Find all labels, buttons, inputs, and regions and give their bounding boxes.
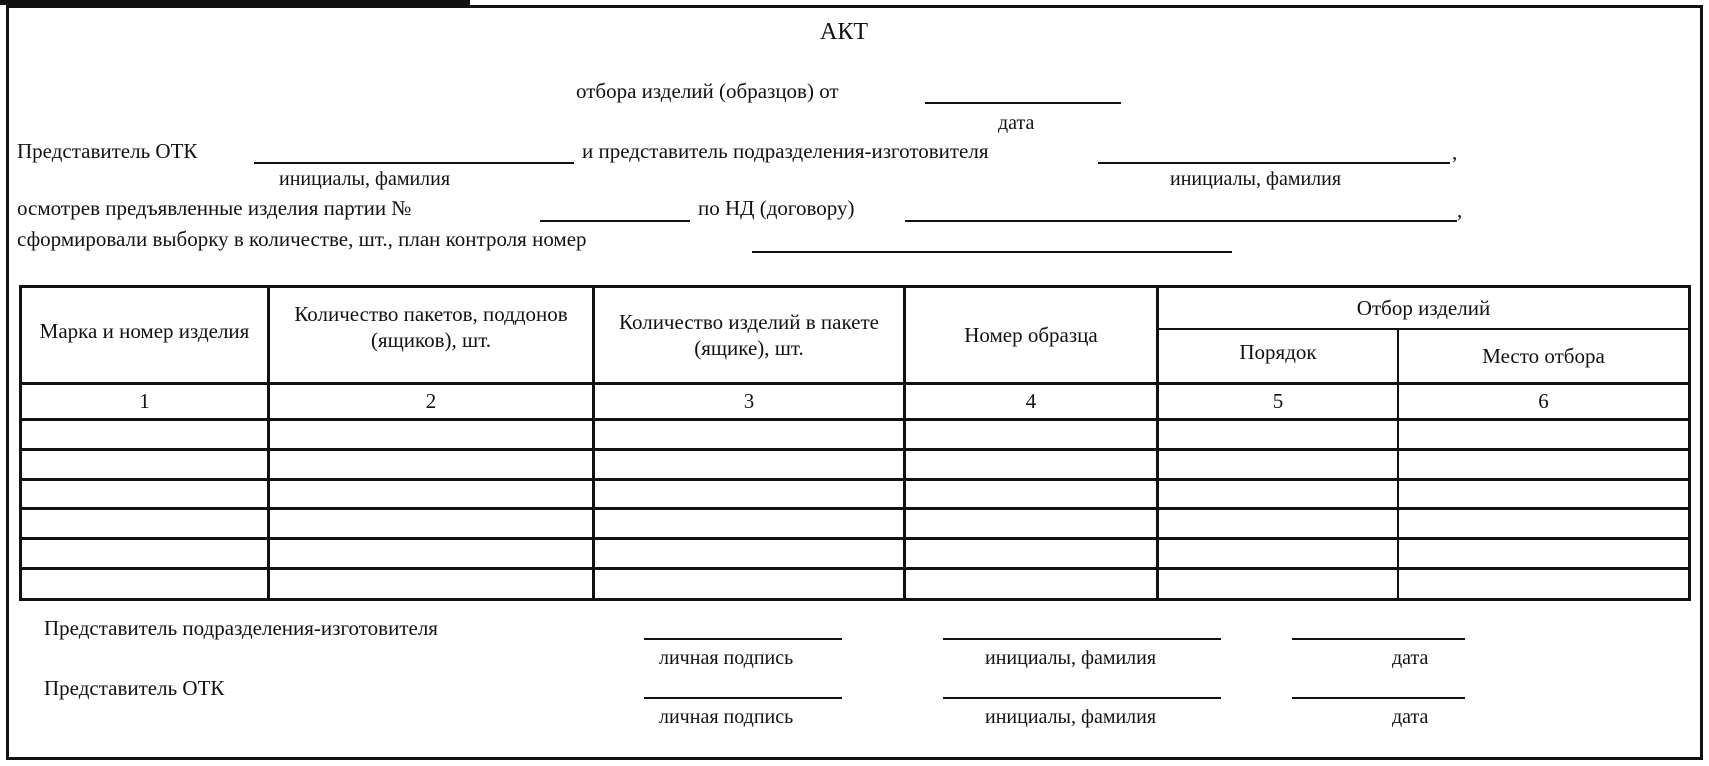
batch-number-field[interactable]	[540, 220, 690, 222]
nd-contract-field[interactable]	[905, 220, 1457, 222]
date-caption: дата	[998, 112, 1035, 134]
initials-caption: инициалы, фамилия	[985, 647, 1157, 669]
batch-label: осмотрев предъявленные изделия партии №	[17, 196, 412, 220]
otk-initials-field[interactable]	[943, 697, 1221, 699]
manufacturer-signature-field[interactable]	[644, 638, 842, 640]
otk-signature-field[interactable]	[644, 697, 842, 699]
date-caption: дата	[1392, 706, 1429, 728]
column-number: 4	[1025, 389, 1037, 414]
header-selection-place: Место отбора	[1482, 343, 1605, 368]
comma: ,	[1457, 198, 1463, 222]
manufacturer-date-field[interactable]	[1292, 638, 1465, 640]
document-subtitle: отбора изделий (образцов) от	[576, 79, 839, 103]
header-mark-number: Марка и номер изделия	[39, 318, 250, 343]
sample-size-label: сформировали выборку в количестве, шт., план контроля номер	[17, 227, 587, 251]
initials-caption: инициалы, фамилия	[985, 706, 1157, 728]
control-plan-field[interactable]	[752, 251, 1232, 253]
header-order: Порядок	[1239, 339, 1317, 364]
otk-signature-label: Представитель ОТК	[44, 676, 225, 700]
otk-representative-field[interactable]	[254, 162, 574, 164]
document-title: АКТ	[820, 19, 868, 45]
comma: ,	[1452, 140, 1458, 164]
otk-representative-label: Представитель ОТК	[17, 139, 198, 163]
column-number: 2	[425, 389, 437, 414]
table-border-right	[1688, 285, 1691, 601]
otk-initials-caption: инициалы, фамилия	[279, 168, 451, 190]
date-field-line[interactable]	[925, 102, 1121, 104]
signature-caption: личная подпись	[659, 706, 794, 728]
header-sample-number: Номер образца	[964, 322, 1098, 347]
manufacturer-initials-caption: инициалы, фамилия	[1170, 168, 1342, 190]
column-number: 3	[743, 389, 755, 414]
column-number: 6	[1538, 389, 1549, 414]
column-number: 5	[1272, 389, 1284, 414]
manufacturer-representative-label: и представитель подразделения-изготовителя	[582, 139, 989, 163]
manufacturer-representative-field[interactable]	[1098, 162, 1450, 164]
manufacturer-signature-label: Представитель подразделения-изготовителя	[44, 616, 438, 640]
header-items-per-package: Количество изделий в пакете (ящике), шт.	[619, 309, 879, 360]
samples-table	[19, 285, 1691, 601]
column-number: 1	[139, 389, 150, 414]
manufacturer-initials-field[interactable]	[943, 638, 1221, 640]
date-caption: дата	[1392, 647, 1429, 669]
header-selection-group: Отбор изделий	[1356, 295, 1491, 320]
otk-date-field[interactable]	[1292, 697, 1465, 699]
signature-caption: личная подпись	[659, 647, 794, 669]
header-packages-count: Количество пакетов, поддонов (ящиков), шт.	[294, 301, 568, 352]
nd-contract-label: по НД (договору)	[698, 196, 855, 220]
